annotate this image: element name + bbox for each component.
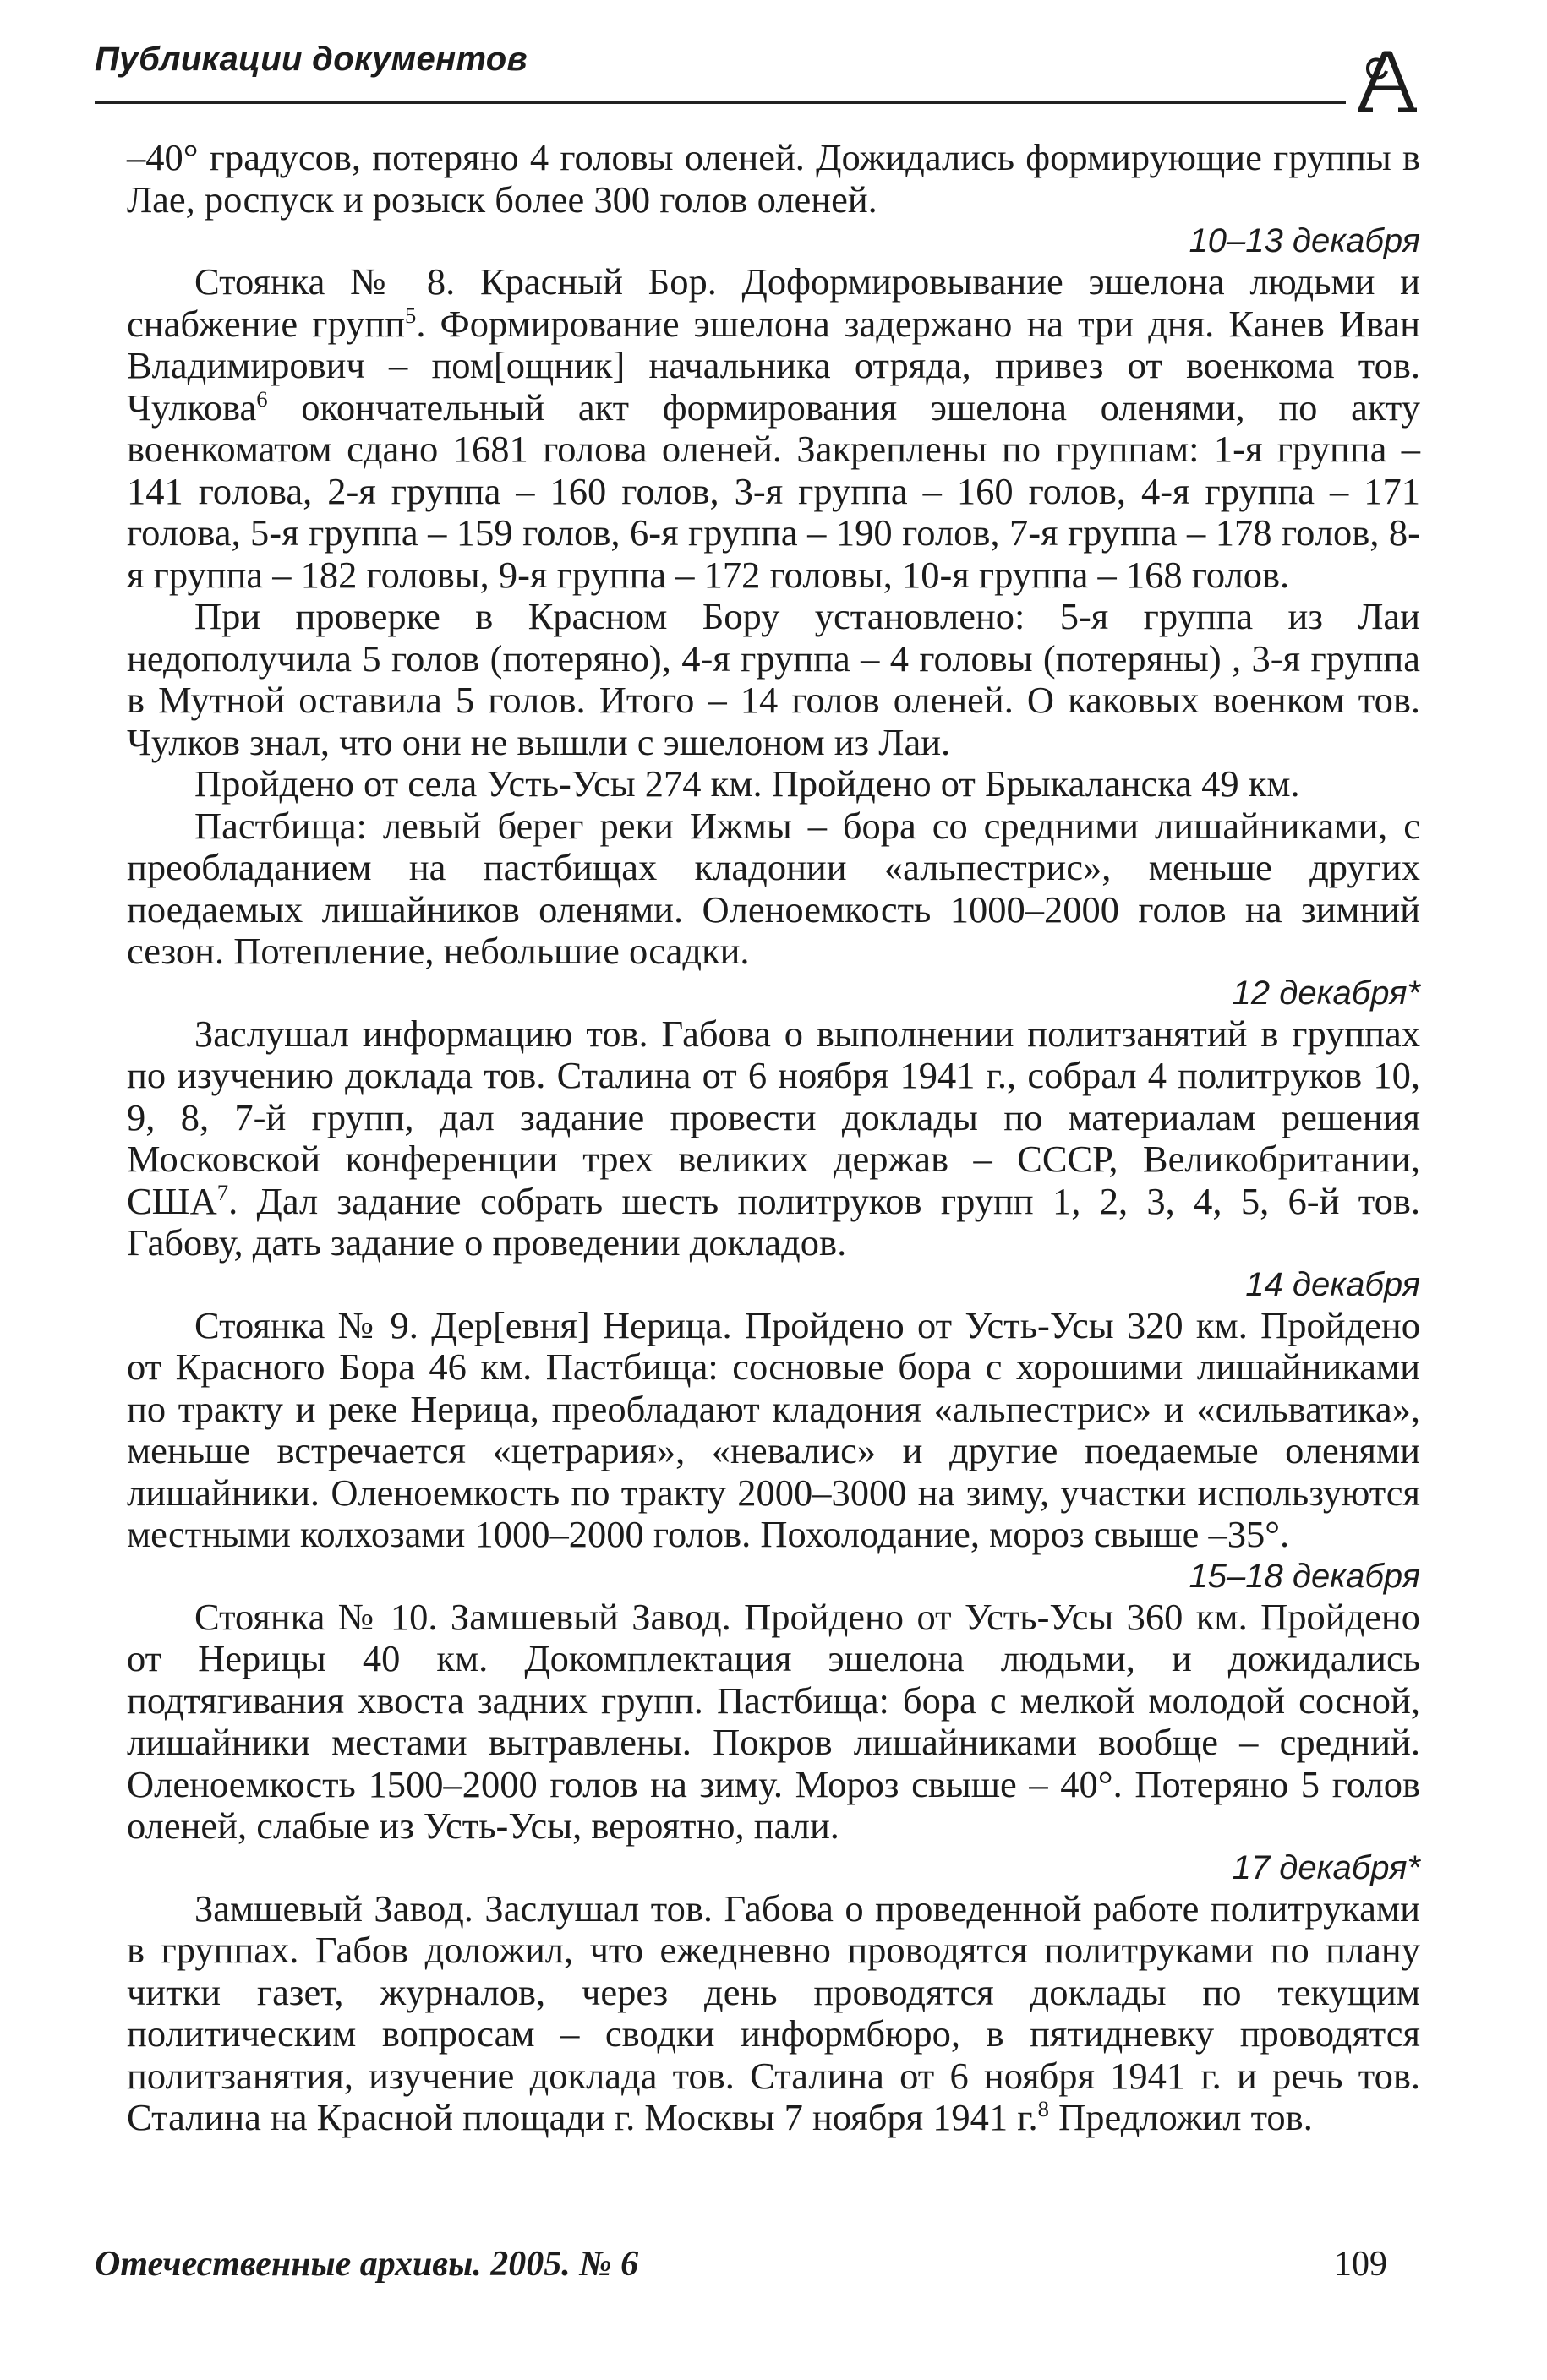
ornate-letter-a-icon xyxy=(1356,49,1419,113)
paragraph: –40° градусов, потеряно 4 головы оленей. Дожидались формирующие группы в Лае, роспуск и розыск более 300 голов оленей. xyxy=(127,136,1420,221)
footnote-ref: 7 xyxy=(216,1179,229,1205)
entry-date: 15–18 декабря xyxy=(1189,1557,1420,1595)
entry-date: 10–13 декабря xyxy=(1189,222,1420,259)
paragraph: Пастбища: левый берег реки Ижмы – бора со средними лишайниками, с преобладанием на пастбищах кладонии «альпестрис», меньше других поедаемых лишайников оленями. Оленоемкость 1000–2000 голов на зимний сезон. Потепление, небольшие осадки. xyxy=(127,804,1420,972)
entry-date: 17 декабря* xyxy=(1232,1848,1420,1886)
paragraph: Заслушал информацию тов. Габова о выполнении политзанятий в группах по изучению доклада тов. Сталина от 6 ноября 1941 г., собрал 4 политруков 10, 9, 8, 7-й групп, дал задание провести доклады по материалам решения Московской конференции трех великих держав – СССР, Великобритании, США$^7$. Дал задание собрать шесть политруков групп 1, 2, 3, 4, 5, 6-й тов. Габову, дать задание о проведении докладов. xyxy=(127,1012,1420,1264)
page-number: 109 xyxy=(1334,2245,1387,2284)
footnote-ref: 6 xyxy=(256,385,268,412)
journal-footer: Отечественные архивы. 2005. № 6 xyxy=(95,2245,639,2284)
running-header-title: Публикации документов xyxy=(95,41,528,78)
paragraph: Стоянка № 9. Дер[евня] Нерица. Пройдено от Усть-Усы 320 км. Пройдено от Красного Бора 46 км. Пастбища: сосновые бора с хорошими лишайниками по тракту и реке Нерица, преобладают кладония «альпестрис» и «сильватика», меньше встречается «цетрария», «невалис» и другие поедаемые оленями лишайники. Оленоемкость по тракту 2000–3000 на зиму, участки используются местными колхозами 1000–2000 голов. Похолодание, мороз свыше –35°. xyxy=(127,1303,1420,1555)
paragraph: При проверке в Красном Бору установлено: 5-я группа из Лаи недополучила 5 голов (потеряно), 4-я группа – 4 головы (потеряны) , 3-я группа в Мутной оставила 5 голов. Итого – 14 голов оленей. О каковых военком тов. Чулков знал, что они не вышли с эшелоном из Лаи. xyxy=(127,595,1420,763)
header-divider xyxy=(95,101,1346,104)
footnote-ref: 5 xyxy=(405,302,417,328)
entry-date: 12 декабря* xyxy=(1232,974,1420,1012)
footnote-ref: 8 xyxy=(1037,2096,1050,2122)
paragraph: Замшевый Завод. Заслушал тов. Габова о проведенной работе политруками в группах. Габов доложил, что ежедневно проводятся политруками по плану читки газет, журналов, через день проводятся доклады по текущим политическим вопросам – сводки информбюро, в пятидневку проводятся политзанятия, изучение доклада тов. Сталина от 6 ноября 1941 г. и речь тов. Сталина на Красной площади г. Москвы 7 ноября 1941 г.$^8$ Предложил тов. xyxy=(127,1886,1420,2138)
paragraph: Стоянка № 8. Красный Бор. Доформировывание эшелона людьми и снабжение групп$^5$. Формирование эшелона задержано на три дня. Канев Иван Владимирович – пом[ощник] начальника отряда, привез от военкома тов. Чулкова$^6$ окончательный акт формирования эшелона оленями, по акту военкоматом сдано 1681 голова оленей. Закреплены по группам: 1-я группа – 141 голова, 2-я группа – 160 голов, 3-я группа – 160 голов, 4-я группа – 171 голова, 5-я группа – 159 голов, 6-я группа – 190 голов, 7-я группа – 178 голов, 8-я группа – 182 головы, 9-я группа – 172 головы, 10-я группа – 168 голов. xyxy=(127,260,1421,596)
article-body xyxy=(127,137,1420,2139)
paragraph: Пройдено от села Усть-Усы 274 км. Пройдено от Брыкаланска 49 км. xyxy=(194,762,1300,805)
paragraph: Стоянка № 10. Замшевый Завод. Пройдено от Усть-Усы 360 км. Пройдено от Нерицы 40 км. Докомплектация эшелона людьми, и дожидались подтягивания хвоста задних групп. Пастбища: бора с мелкой молодой сосной, лишайники местами вытравлены. Покров лишайниками вообще – средний. Оленоемкость 1500–2000 голов на зиму. Мороз свыше – 40°. Потеряно 5 голов оленей, слабые из Усть-Усы, вероятно, пали. xyxy=(127,1595,1420,1847)
entry-date: 14 декабря xyxy=(1245,1265,1420,1303)
